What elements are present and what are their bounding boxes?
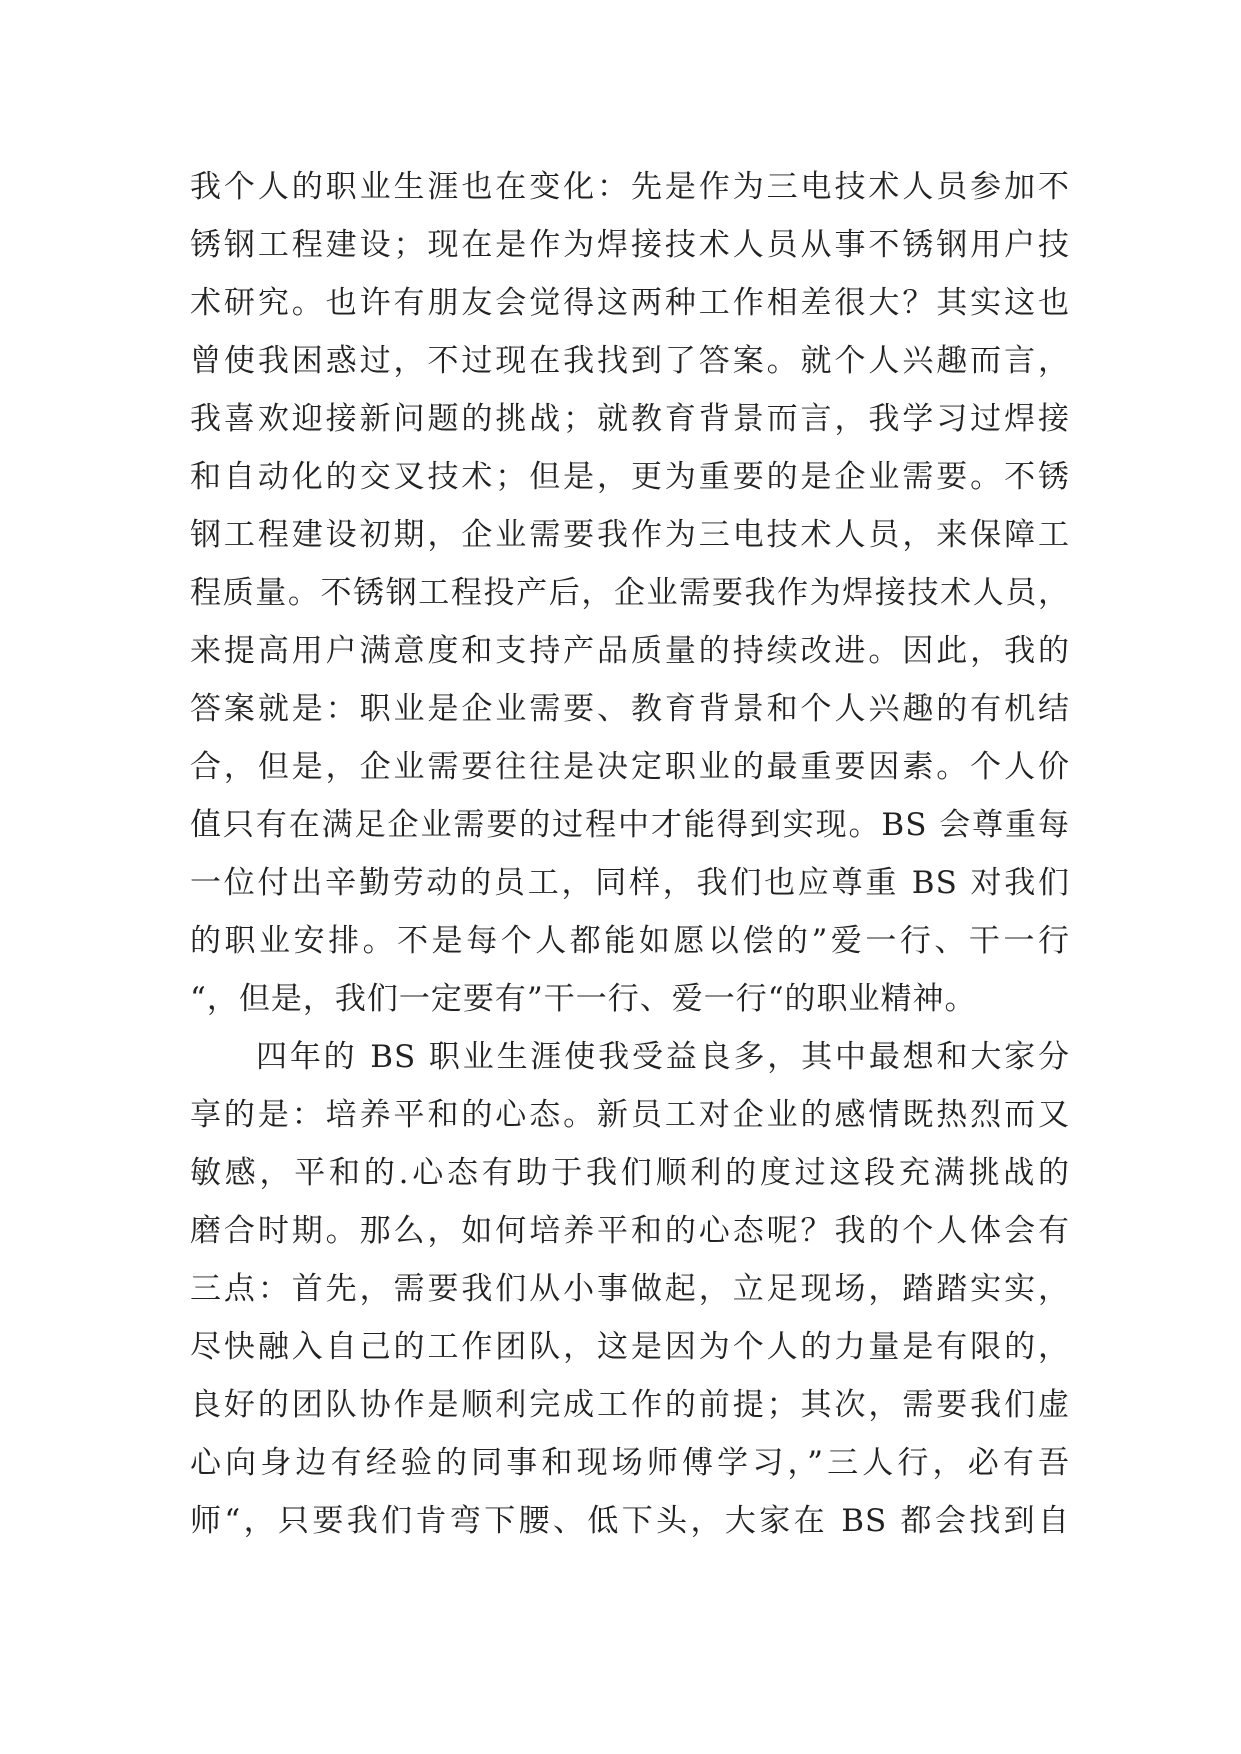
text-line: 和自动化的交叉技术；但是，更为重要的是企业需要。不锈 [190, 459, 1070, 495]
text-line: “，但是，我们一定要有”干一行、爱一行“的职业精神。 [190, 981, 977, 1017]
text-line: 的职业安排。不是每个人都能如愿以偿的”爱一行、干一行 [190, 923, 1070, 959]
text-line: 程质量。不锈钢工程投产后，企业需要我作为焊接技术人员， [190, 575, 1070, 611]
text-line: 值只有在满足企业需要的过程中才能得到实现。BS 会尊重每 [190, 807, 1070, 843]
text-line: 术研究。也许有朋友会觉得这两种工作相差很大？其实这也 [190, 285, 1070, 321]
text-line: 师“，只要我们肯弯下腰、低下头，大家在 BS 都会找到自 [190, 1503, 1070, 1539]
text-line: 享的是：培养平和的心态。新员工对企业的感情既热烈而又 [190, 1097, 1070, 1133]
text-line: 钢工程建设初期，企业需要我作为三电技术人员，来保障工 [190, 517, 1070, 553]
text-line: 敏感，平和的.心态有助于我们顺利的度过这段充满挑战的 [190, 1155, 1070, 1191]
text-line: 磨合时期。那么，如何培养平和的心态呢？我的个人体会有 [190, 1213, 1070, 1249]
text-line: 三点：首先，需要我们从小事做起，立足现场，踏踏实实， [190, 1271, 1070, 1307]
body-text [190, 158, 1070, 1550]
text-line: 合，但是，企业需要往往是决定职业的最重要因素。个人价 [190, 749, 1070, 785]
paragraph-first-line: 四年的 BS 职业生涯使我受益良多，其中最想和大家分 [256, 1039, 1070, 1075]
text-line: 来提高用户满意度和支持产品质量的持续改进。因此，我的 [190, 633, 1070, 669]
text-line: 良好的团队协作是顺利完成工作的前提；其次，需要我们虚 [190, 1387, 1070, 1423]
text-line: 一位付出辛勤劳动的员工，同样，我们也应尊重 BS 对我们 [190, 865, 1070, 901]
text-line: 答案就是：职业是企业需要、教育背景和个人兴趣的有机结 [190, 691, 1070, 727]
text-line: 心向身边有经验的同事和现场师傅学习，”三人行，必有吾 [190, 1445, 1070, 1481]
text-line: 我喜欢迎接新问题的挑战；就教育背景而言，我学习过焊接 [190, 401, 1070, 437]
text-line: 我个人的职业生涯也在变化：先是作为三电技术人员参加不 [190, 169, 1070, 205]
text-line: 尽快融入自己的工作团队，这是因为个人的力量是有限的， [190, 1329, 1070, 1365]
text-line: 曾使我困惑过，不过现在我找到了答案。就个人兴趣而言， [190, 343, 1070, 379]
text-line: 锈钢工程建设；现在是作为焊接技术人员从事不锈钢用户技 [190, 227, 1070, 263]
